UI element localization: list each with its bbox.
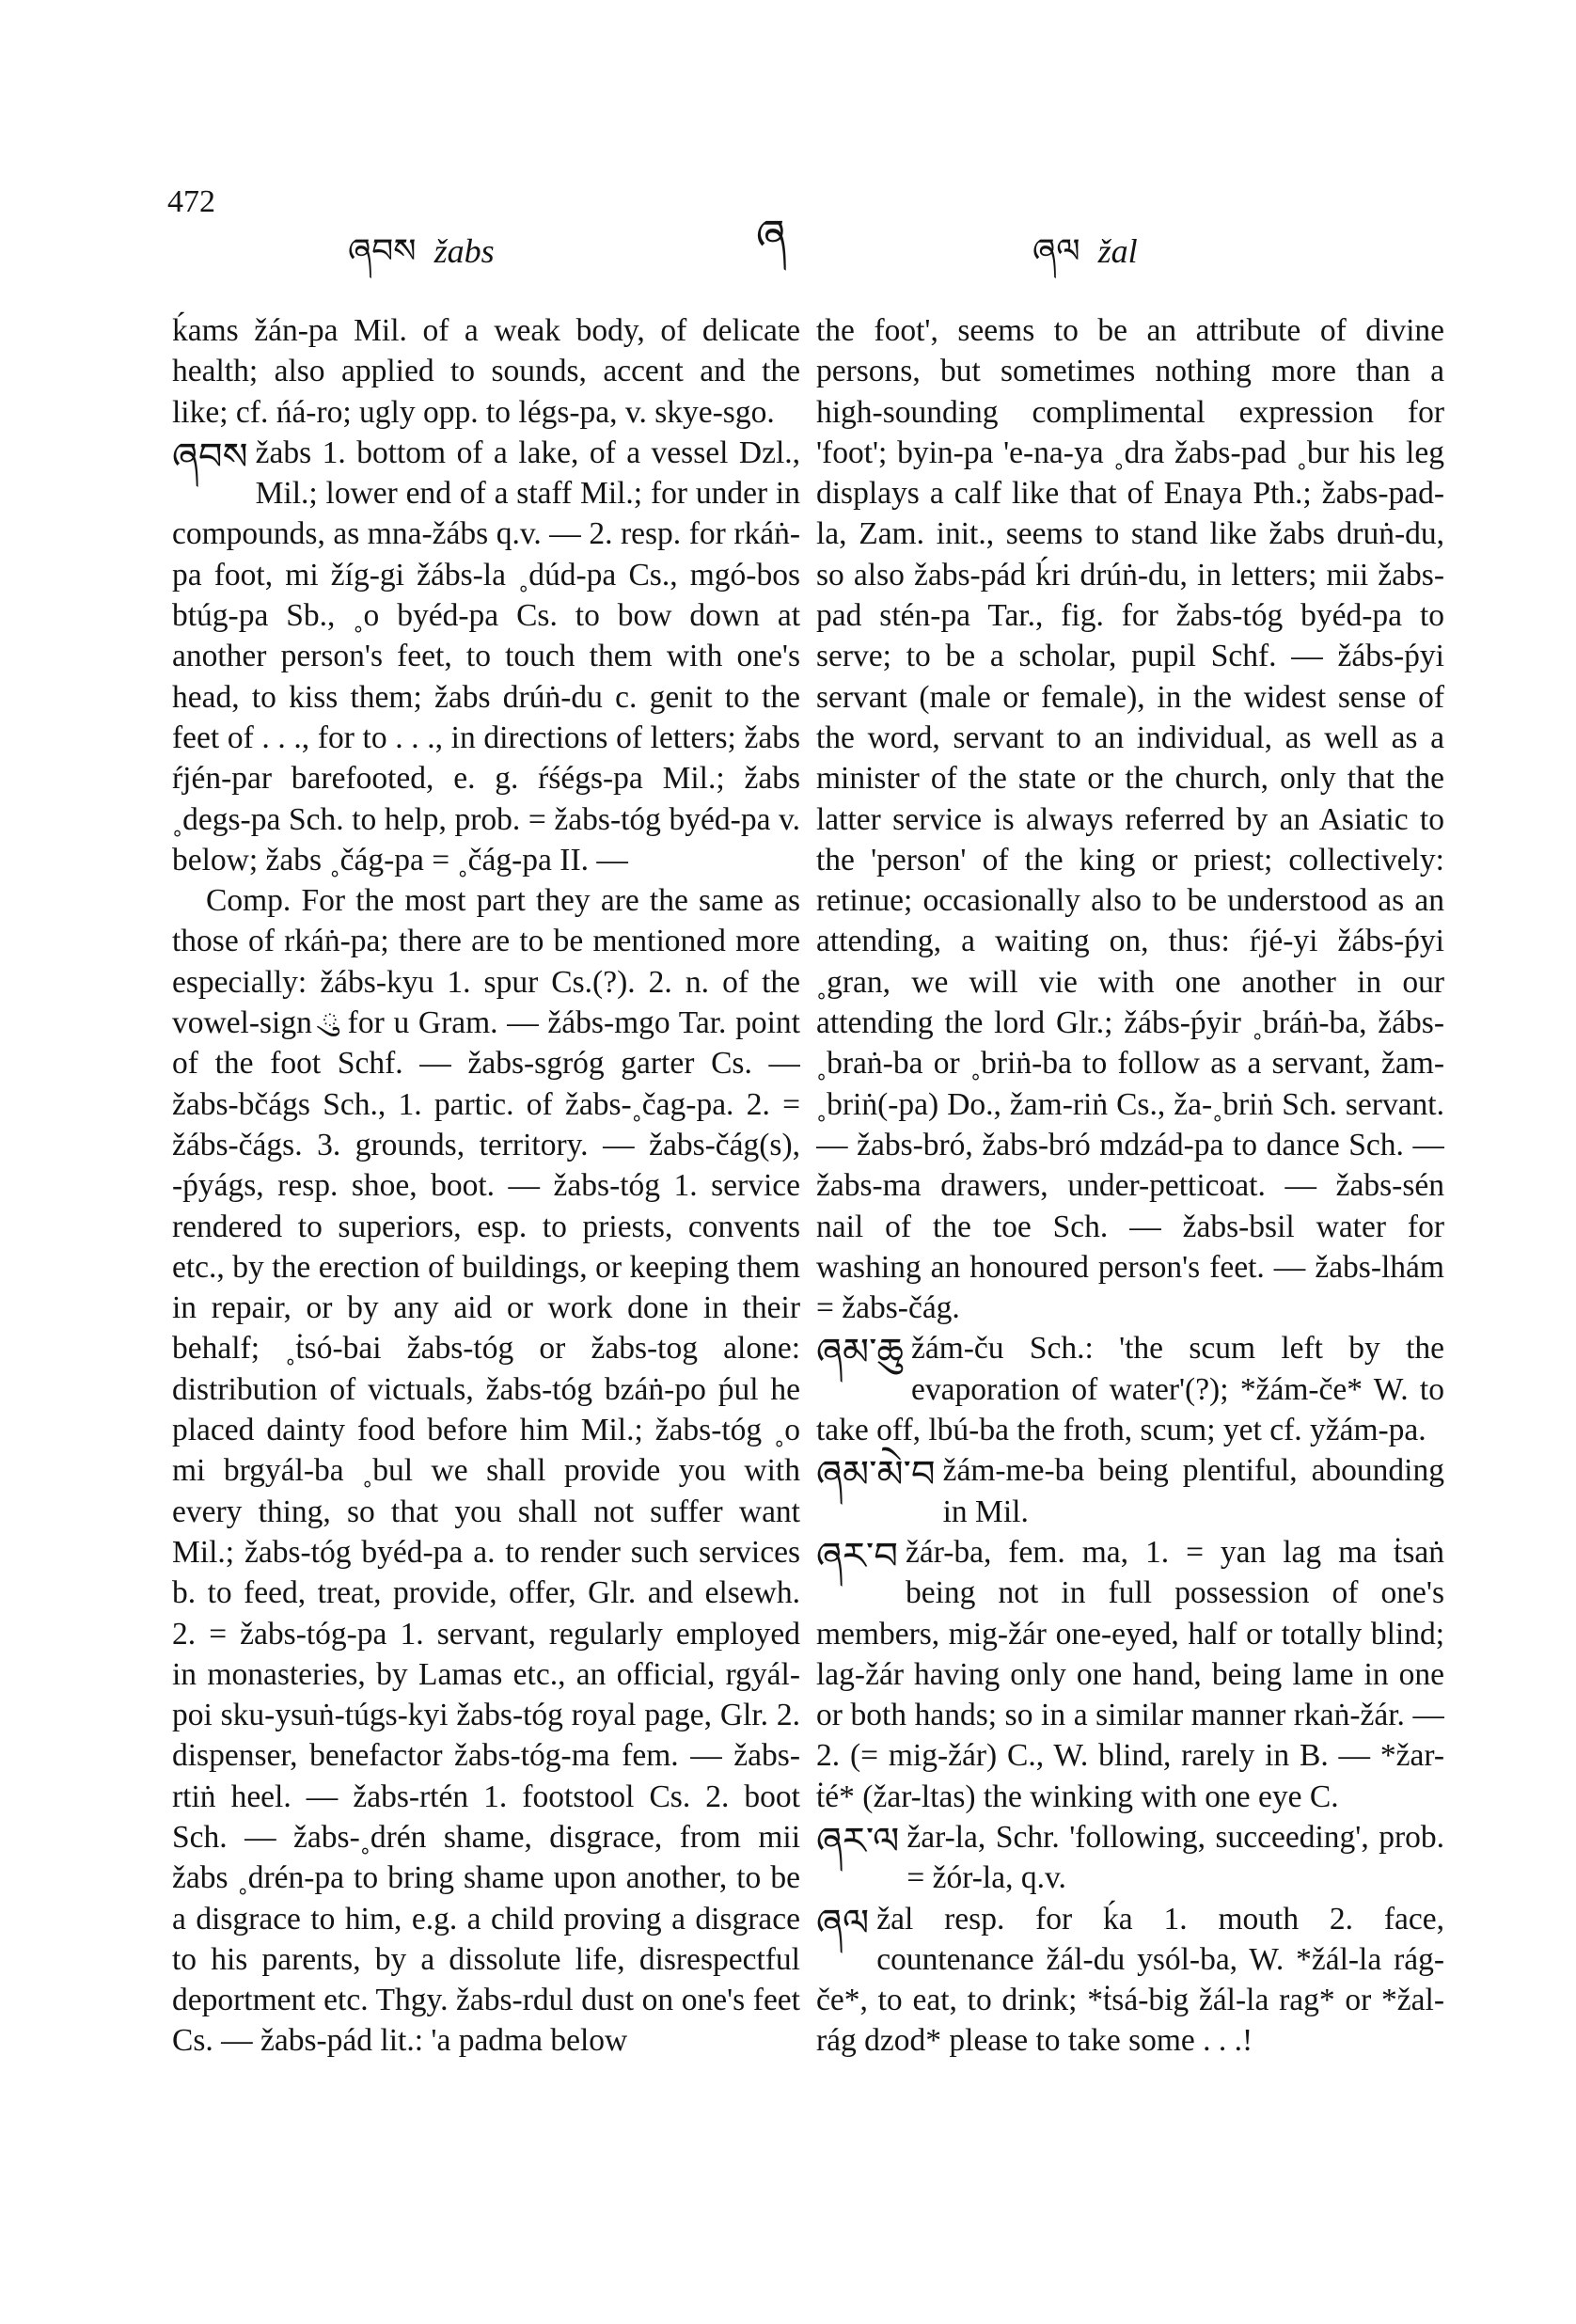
entry-text: žal resp. for ḱa 1. mouth 2. face, countenance žál-du ysól-ba, W. *žál-la rág-če*, to eat, to drink; *ṫsá-big žál-la rag* or *žal-rág dzod* please to take some . . .! xyxy=(816,1901,1444,2059)
entry-text: žar-la, Schr. 'following, succeeding', prob. = žór-la, q.v. xyxy=(906,1819,1444,1896)
running-head-left xyxy=(348,213,495,308)
entry-text: žám-ču Sch.: 'the scum left by the evaporation of water'(?); *žám-če* W. to take off, lbú-ba the froth, scum; yet cf. yžám-pa. xyxy=(816,1331,1444,1448)
page-header xyxy=(0,0,1576,310)
entry-compounds: Comp. For the most part they are the same as those of rkáṅ-pa; there are to be mentioned more especially: žábs-kyu 1. spur Cs.(?). 2. n. of the vowel-sign ུ for u Gram. — žábs-mgo Tar. point of the foot Schf. — žabs-sgróg garter Cs. — žabs-bčágs Sch., 1. partic. of žabs-˳čag-pa. 2. = žábs-čágs. 3. grounds, territory. — žabs-čág(s), -ṕyágs, resp. shoe, boot. — žabs-tóg 1. service rendered to superiors, esp. to priests, convents etc., by the erection of buildings, or keeping them in repair, or by any aid or work done in their behalf; ˳ṫsó-bai žabs-tóg or žabs-tog alone: distribution of victuals, žabs-tóg bzáṅ-po ṕul he placed dainty food before him Mil.; žabs-tóg ˳o mi brgyál-ba ˳bul we shall provide you with every thing, so that you shall not suffer want Mil.; žabs-tóg byéd-pa a. to render such services b. to feed, treat, provide, offer, Glr. and elsewh. 2. = žabs-tóg-pa 1. servant, regularly employed in monasteries, by Lamas etc., an official, rgyál-poi sku-ysuṅ-túgs-kyi žabs-tóg royal page, Glr. 2. dispenser, benefactor žabs-tóg-ma fem. — žabs-rtiṅ heel. — žabs-rtén 1. footstool Cs. 2. boot Sch. — žabs-˳drén shame, disgrace, from mii žabs ˳drén-pa to bring shame upon another, to be a disgrace to him, e.g. a child proving a disgrace to his parents, by a dissolute life, disrespectful deportment etc. Thgy. žabs-rdul dust on one's feet Cs. — žabs-pád lit.: 'a padma below xyxy=(172,883,800,2059)
entry-zar-la xyxy=(816,1817,1444,1899)
entry-zam-cu xyxy=(816,1328,1444,1450)
entry-zam-me-ba xyxy=(816,1450,1444,1532)
entry-text: žabs 1. bottom of a lake, of a vessel Dzl., Mil.; lower end of a staff Mil.; for under in compounds, as mna-žábs q.v. — 2. resp. for rkáṅ-pa foot, mi žíg-gi žábs-la ˳dúd-pa Cs., mgó-bos btúg-pa Sb., ˳o byéd-pa Cs. to bow down at another person's feet, to touch them with one's head, to kiss them; žabs drúṅ-du c. genit to the feet of . . ., for to . . ., in directions of letters; žabs ŕjén-par barefooted, e. g. ŕśégs-pa Mil.; žabs ˳degs-pa Sch. to help, prob. = žabs-tóg byéd-pa v. below; žabs ˳čág-pa = ˳čág-pa II. — xyxy=(172,435,800,877)
headword-tibetan: ཞམ་ཆུ xyxy=(816,1331,904,1375)
entry-text: žám-me-ba being plentiful, abounding in Mil. xyxy=(942,1453,1444,1529)
left-column xyxy=(172,310,800,2191)
entry-continuation: the foot', seems to be an attribute of divine persons, but sometimes nothing more than a high-sounding complimental expression for 'foot'; byin-pa 'e-na-ya ˳dra žabs-pad ˳bur his leg displays a calf like that of Enaya Pth.; žabs-pad-la, Zam. init., seems to stand like žabs druṅ-du, so also žabs-pád ḱri drúṅ-du, in letters; mii žabs-pad stén-pa Tar., fig. for žabs-tóg byéd-pa to serve; to be a scholar, pupil Schf. — žábs-ṕyi servant (male or female), in the widest sense of the word, servant to an individual, as well as a minister of the state or the church, only that the latter service is always referred by an Asiatic to the 'person' of the king or priest; collectively: retinue; occasionally also to be understood as an attending, a waiting on, thus: ŕjé-yi žábs-ṕyi ˳gran, we will vie with one another in our attending the lord Glr.; žábs-ṕyir ˳bráṅ-ba, žábs-˳braṅ-ba or ˳briṅ-ba to follow as a servant, žam-˳briṅ(-pa) Do., žam-riṅ Cs., ža-˳briṅ Sch. servant. — žabs-bró, žabs-bró mdzád-pa to dance Sch. — žabs-ma drawers, under-petticoat. — žabs-sén nail of the toe Sch. — žabs-bsil water for washing an honoured person's feet. — žabs-lhám = žabs-čág. xyxy=(816,313,1444,1326)
entry-continuation: ḱams žán-pa Mil. of a weak body, of delicate health; also applied to sounds, accent and the like; cf. ńá-ro; ugly opp. to légs-pa, v. skye-sgo. xyxy=(172,313,800,430)
entry-zal xyxy=(816,1899,1444,2062)
right-column xyxy=(816,310,1444,2191)
headword-tibetan: ཞལ xyxy=(816,1901,870,1945)
headword-tibetan: ཞར་ལ xyxy=(816,1819,900,1863)
running-head-right xyxy=(1032,213,1138,308)
headword-tibetan: ཞབས xyxy=(172,435,248,479)
entry-zar-ba xyxy=(816,1532,1444,1817)
page-number: 472 xyxy=(167,184,215,219)
running-head-letter: ཞ xyxy=(756,212,787,260)
headword-tibetan: ཞར་བ xyxy=(816,1534,898,1578)
running-head-right-tibetan: ཞལ xyxy=(1032,232,1080,270)
running-head-left-word: žabs xyxy=(433,232,495,270)
running-head-right-word: žal xyxy=(1097,232,1138,270)
entry-zabs xyxy=(172,433,800,880)
running-head-left-tibetan: ཞབས xyxy=(348,232,417,270)
headword-tibetan: ཞམ་མེ་བ xyxy=(816,1453,936,1497)
entry-text: žár-ba, fem. ma, 1. = yan lag ma ṫsaṅ being not in full possession of one's members, mig-žár one-eyed, half or totally blind; lag-žár having only one hand, being lame in one or both hands; so in a similar manner rkaṅ-žár. — 2. (= mig-žár) C., W. blind, rarely in B. — *žar-ṫé* (žar-ltas) the winking with one eye C. xyxy=(816,1534,1444,1814)
